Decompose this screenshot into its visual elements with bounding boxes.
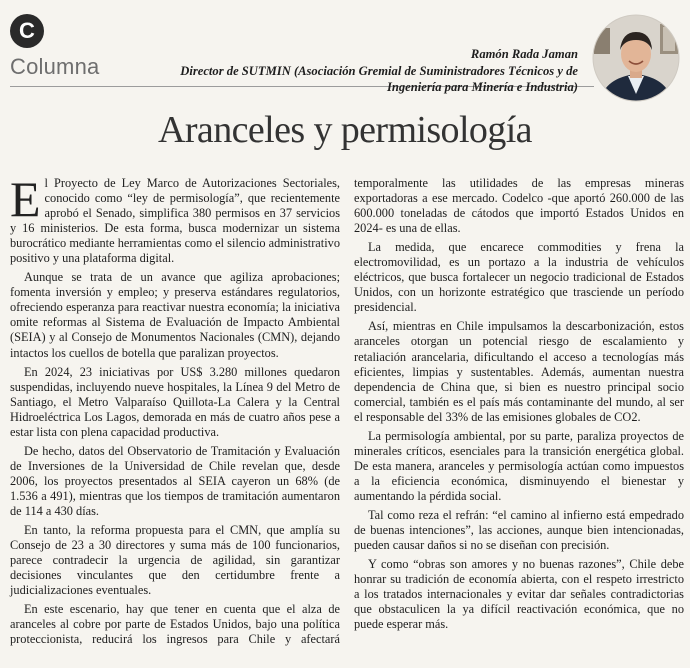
- headline: Aranceles y permisología: [158, 109, 532, 151]
- article-paragraph: En este escenario, hay que tener en cuenta que el alza de aranceles al cobre por parte de Estados Unidos, bajo una política proteccionista, reducirá los ingresos para Chile y afectará temporalmente las utilidades de las empresas mineras exportadoras a ese mercado. Codelco -que aportó 260.000 de las 600.000 toneladas de cátodos que importó Estados Unidos en 2024- es una de ellas.: [10, 176, 684, 647]
- author-role: Director de SUTMIN (Asociación Gremial de Suministradores Técnicos y de Ingeniería para Minería e Industria): [180, 63, 578, 94]
- article-paragraph: Aunque se trata de un avance que agiliza aprobaciones; fomenta inversión y empleo; y preserva estándares regulatorios, ofreciendo esperanza para reactivar nuestra economía; la iniciativa omite reformas al Sistema de Evaluación de Impacto Ambiental (SEIA) y al Consejo de Monumentos Nacionales (CMN), dejando intactos los cuellos de botella que paralizan proyectos.: [10, 270, 340, 360]
- drop-cap: E: [10, 171, 41, 227]
- article-body: [10, 171, 684, 662]
- article-paragraph: En tanto, la reforma propuesta para el CMN, que amplía su Consejo de 23 a 30 directores y suma más de 100 funcionarios, parece contradecir la urgencia de agilidad, sin garantizar decisiones vinculantes que den certidumbre frente a judicializaciones eventuales.: [10, 523, 340, 598]
- article-paragraph: En 2024, 23 iniciativas por US$ 3.280 millones quedaron suspendidas, incluyendo nueve hospitales, la Línea 9 del Metro de Santiago, el Metro Valparaíso Quillota-La Calera y la Central Hidroeléctrica Los Lagos, demorada en más de cuatro años pese a estar lista con plena capacidad productiva.: [10, 364, 340, 439]
- article-paragraph: La medida, que encarece commodities y frena la electromovilidad, es un portazo a la industria de vehículos eléctricos, que busca fortalecer un negocio tradicional de Estados Unidos, con un horizonte estratégico que trasciende un período presidencial.: [354, 240, 684, 315]
- author-photo: [592, 14, 680, 102]
- paragraph-text: l Proyecto de Ley Marco de Autorizaciones Sectoriales, conocido como “ley de permisología”, que recientemente aprobó el Senado, simplifica 380 permisos en 37 servicios y 16 ministerios. De esta forma, busca modernizar un sistema burocrático mediante herramientas como el silencio administrativo positivo y una plataforma digital.: [10, 176, 340, 266]
- section-label: Columna: [10, 54, 100, 79]
- author-name: Ramón Rada Jaman: [470, 47, 578, 61]
- author-byline: [158, 46, 578, 96]
- article-paragraph: De hecho, datos del Observatorio de Tramitación y Evaluación de Inversiones de la Universidad de Chile revelan que, desde 2006, los proyectos presentados al SEIA cayeron un 68% (de 1.536 a 491), mientras que los tiempos de tramitación aumentaron de 114 a 430 días.: [10, 443, 340, 518]
- article-paragraph: La permisología ambiental, por su parte, paraliza proyectos de minerales críticos, esenciales para la transición energética global. De esta manera, aranceles y permisología actúan como impuestos a la eficiencia económica, disminuyendo el bienestar y aumentando la pérdida social.: [354, 428, 684, 503]
- article-paragraph: [10, 171, 340, 266]
- section-badge: C: [10, 14, 44, 48]
- article-paragraph: Tal como reza el refrán: “el camino al infierno está empedrado de buenas intenciones”, las acciones, aunque bien intencionadas, pueden causar daños si no se diseñan con precisión.: [354, 507, 684, 553]
- article-paragraph: Y como “obras son amores y no buenas razones”, Chile debe honrar su tradición de economía abierta, con el respeto irrestricto a los tratados internacionales y evitar dar señales contradictorias que obstaculicen la ya difícil reactivación económica, que no puede esperar más.: [354, 557, 684, 632]
- article-paragraph: Así, mientras en Chile impulsamos la descarbonización, estos aranceles otorgan un potencial riesgo de escalamiento y retaliación arancelaria, dificultando el acceso a tecnologías más eficientes, limpias y sustentables. Además, aumentan nuestra dependencia de China que, si bien es nuestro principal socio comercial, también es el país más contaminante del mundo, al ser el responsable del 33% de las emisiones globales de CO2.: [354, 319, 684, 424]
